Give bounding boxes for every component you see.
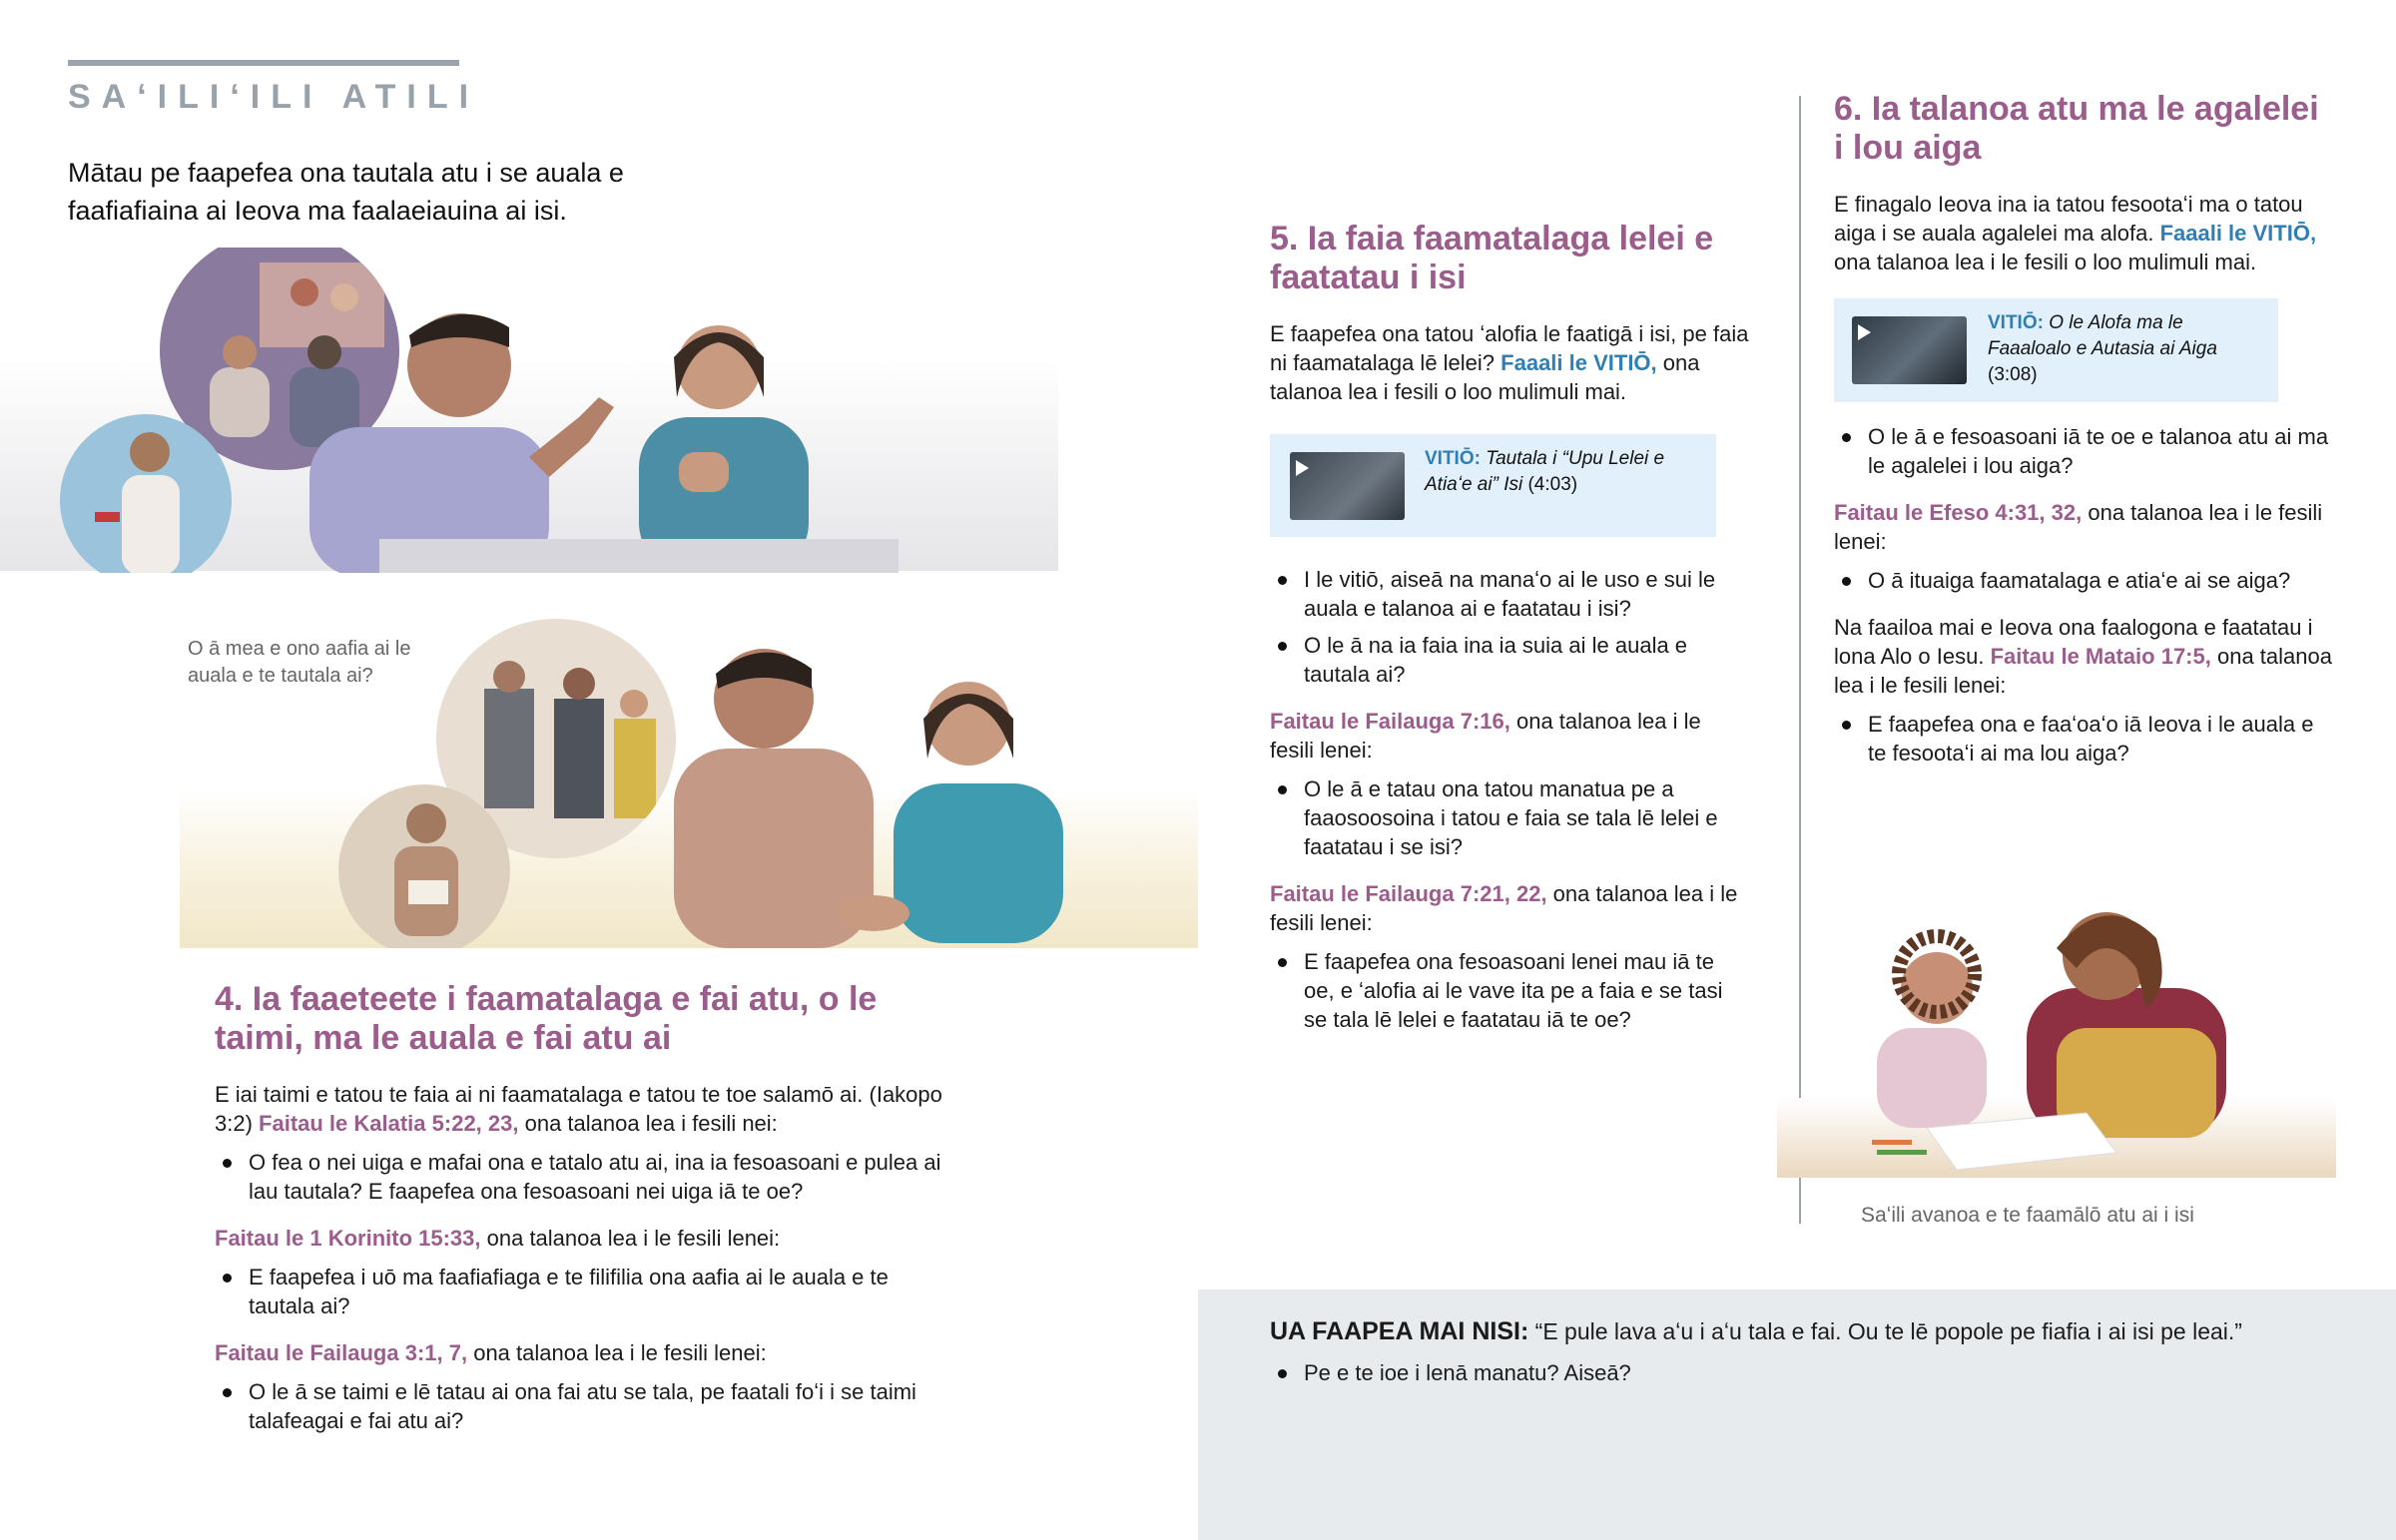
section-5-text-a: E faapefea ona tatou ʻalofia le faatigā i isi, pe faia ni faamatalaga lē lelei? <box>1270 321 1749 375</box>
section-5-questions-1 <box>1270 565 1749 689</box>
section-5 <box>1270 220 1749 1042</box>
scripture-link-ecclesiastes-7-16[interactable]: Faitau le Failauga 7:16, <box>1270 709 1510 734</box>
section-4-read-2 <box>215 1224 953 1253</box>
question-item: O le ā se taimi e lē tatau ai ona fai atu se tala, pe faatali foʻi i se taimi talafeagai e fai atu ai? <box>215 1377 953 1435</box>
video-thumbnail <box>1290 452 1405 520</box>
illustration-mother-child <box>1777 878 2336 1178</box>
intro-text: Mātau pe faapefea ona tautala atu i se auala e faafiafiaina ai Ieova ma faalaeiauina ai isi. <box>68 158 624 226</box>
illustration-kind-talk <box>334 619 1203 948</box>
read-tail: ona talanoa lea i le fesili lenei: <box>1270 709 1701 763</box>
video-label: VITIŌ: <box>1988 312 2044 333</box>
video-duration: (3:08) <box>1988 364 2038 385</box>
video-card-family-love[interactable] <box>1834 298 2278 402</box>
section-6-questions-2 <box>1834 566 2333 595</box>
section-5-questions-3 <box>1270 947 1749 1034</box>
question-item: O fea o nei uiga e mafai ona e tatalo atu ai, ina ia fesoasoani e pulea ai lau tautala? E faapefea ona fesoasoani nei uiga iā te oe? <box>215 1148 953 1206</box>
video-duration: (4:03) <box>1522 474 1578 495</box>
question-item: O le ā na ia faia ina ia suia ai le auala e tautala ai? <box>1270 631 1749 689</box>
section-6-paragraph <box>1834 190 2333 276</box>
question-item: I le vitiō, aiseā na manaʻo ai le uso e sui le auala e talanoa ai e faatatau i isi? <box>1270 565 1749 623</box>
section-6-text-b: ona talanoa lea i le fesili o loo mulimuli mai. <box>1834 250 2257 274</box>
scripture-link-matthew[interactable]: Faitau le Mataio 17:5, <box>1990 644 2211 669</box>
section-5-paragraph <box>1270 319 1749 406</box>
question-item: E faapefea ona e faaʻoaʻo iā Ieova i le auala e te fesootaʻi ai ma lou aiga? <box>1834 710 2333 768</box>
some-people-say-line <box>1270 1317 2348 1346</box>
question-item: O ā ituaiga faamatalaga e atiaʻe ai se aiga? <box>1834 566 2333 595</box>
scripture-link-ecclesiastes-7-21[interactable]: Faitau le Failauga 7:21, 22, <box>1270 881 1547 906</box>
section-6-text-a: E finagalo Ieova ina ia tatou fesootaʻi ma o tatou aiga i se auala agalelei ma alofa. <box>1834 192 2303 246</box>
section-4-text-b: ona talanoa lea i fesili nei: <box>518 1111 778 1136</box>
question-item: E faapefea ona fesoasoani lenei mau iā te oe, e ʻalofia ai le vave ita pe a faia e se tasi se tala lē lelei e faatatau iā te oe? <box>1270 947 1749 1034</box>
section-rule <box>68 60 459 66</box>
read-tail: ona talanoa lea i le fesili lenei: <box>1834 644 2332 698</box>
read-tail: ona talanoa lea i le fesili lenei: <box>1834 500 2323 554</box>
question-item: E faapefea i uō ma faafiafiaga e te filifilia ona aafia ai le auala e te tautala ai? <box>215 1263 953 1320</box>
section-5-read-1 <box>1270 707 1749 765</box>
scripture-link-1corinthians[interactable]: Faitau le 1 Korinito 15:33, <box>215 1226 481 1251</box>
question-item: O le ā e fesoasoani iā te oe e talanoa atu ai ma le agalelei i lou aiga? <box>1834 422 2333 480</box>
section-4 <box>215 980 953 1443</box>
play-icon <box>1296 460 1309 476</box>
video-card-speak-good[interactable] <box>1270 434 1716 537</box>
scripture-link-ecclesiastes-3[interactable]: Faitau le Failauga 3:1, 7, <box>215 1340 468 1365</box>
section-6-heading: 6. Ia talanoa atu ma le agalelei i lou aiga <box>1834 90 2319 167</box>
section-6-questions-3 <box>1834 710 2333 768</box>
section-5-questions-2 <box>1270 774 1749 861</box>
section-6-questions-1 <box>1834 422 2333 480</box>
scripture-link-galatians[interactable]: Faitau le Kalatia 5:22, 23, <box>259 1111 519 1136</box>
section-4-questions-2 <box>215 1263 953 1320</box>
question-item: Pe e te ioe i lenā manatu? Aiseā? <box>1270 1358 2348 1387</box>
some-people-say-quote: “E pule lava aʻu i aʻu tala e fai. Ou te lē popole pe fiafia i ai isi pe leai.” <box>1528 1318 2242 1344</box>
illustration-caption-compliment: Saʻili avanoa e te faamālō atu ai i isi <box>1861 1204 2194 1227</box>
section-5-heading: 5. Ia faia faamatalaga lelei e faatatau i isi <box>1270 220 1714 296</box>
play-video-link[interactable]: Faaali le VITIŌ, <box>2159 221 2317 246</box>
some-people-say-questions <box>1270 1358 2348 1387</box>
section-4-paragraph <box>215 1080 953 1138</box>
illustration-caption-speech: O ā mea e ono aafia ai le auala e te tautala ai? <box>188 638 411 687</box>
video-title: O le Alofa ma le Faaaloalo e Autasia ai Aiga <box>1988 312 2217 359</box>
section-5-text-b: ona talanoa lea i fesili o loo mulimuli mai. <box>1270 350 1700 404</box>
read-tail: ona talanoa lea i le fesili lenei: <box>1270 881 1738 935</box>
section-6-text-c: Na faailoa mai e Ieova ona faalogona e faatatau i lona Alo o Iesu. <box>1834 615 2313 669</box>
section-5-read-2 <box>1270 879 1749 937</box>
section-6-paragraph-2 <box>1834 613 2333 700</box>
video-caption <box>1988 310 2257 388</box>
section-4-heading: 4. Ia faaeteete i faamatalaga e fai atu, o le taimi, ma le auala e fai atu ai <box>215 980 878 1057</box>
video-thumbnail <box>1852 316 1967 384</box>
video-caption <box>1425 446 1704 498</box>
question-item: O le ā e tatau ona tatou manatua pe a faaosoosoina i tatou e faia se tala lē lelei e faatatau i se isi? <box>1270 774 1749 861</box>
video-label: VITIŌ: <box>1425 448 1481 469</box>
section-6-read-1 <box>1834 498 2333 556</box>
play-icon <box>1858 324 1871 340</box>
read-tail: ona talanoa lea i le fesili lenei: <box>480 1226 781 1251</box>
section-6 <box>1834 90 2333 775</box>
section-4-read-3 <box>215 1338 953 1367</box>
section-label: SAʻILIʻILI ATILI <box>68 78 480 116</box>
play-video-link[interactable]: Faaali le VITIŌ, <box>1500 350 1657 375</box>
scripture-link-ephesians[interactable]: Faitau le Efeso 4:31, 32, <box>1834 500 2083 525</box>
section-4-questions-1 <box>215 1148 953 1206</box>
some-people-say-label: UA FAAPEA MAI NISI: <box>1270 1317 1529 1345</box>
some-people-say-content <box>1270 1317 2348 1395</box>
section-4-questions-3 <box>215 1377 953 1435</box>
illustration-argument <box>60 248 1048 573</box>
video-title: Tautala i “Upu Lelei e Atiaʻe ai” Isi <box>1425 448 1665 495</box>
section-4-text-a: E iai taimi e tatou te faia ai ni faamatalaga e tatou te toe salamō ai. (Iakopo 3:2) <box>215 1082 942 1136</box>
read-tail: ona talanoa lea i le fesili lenei: <box>467 1340 767 1365</box>
